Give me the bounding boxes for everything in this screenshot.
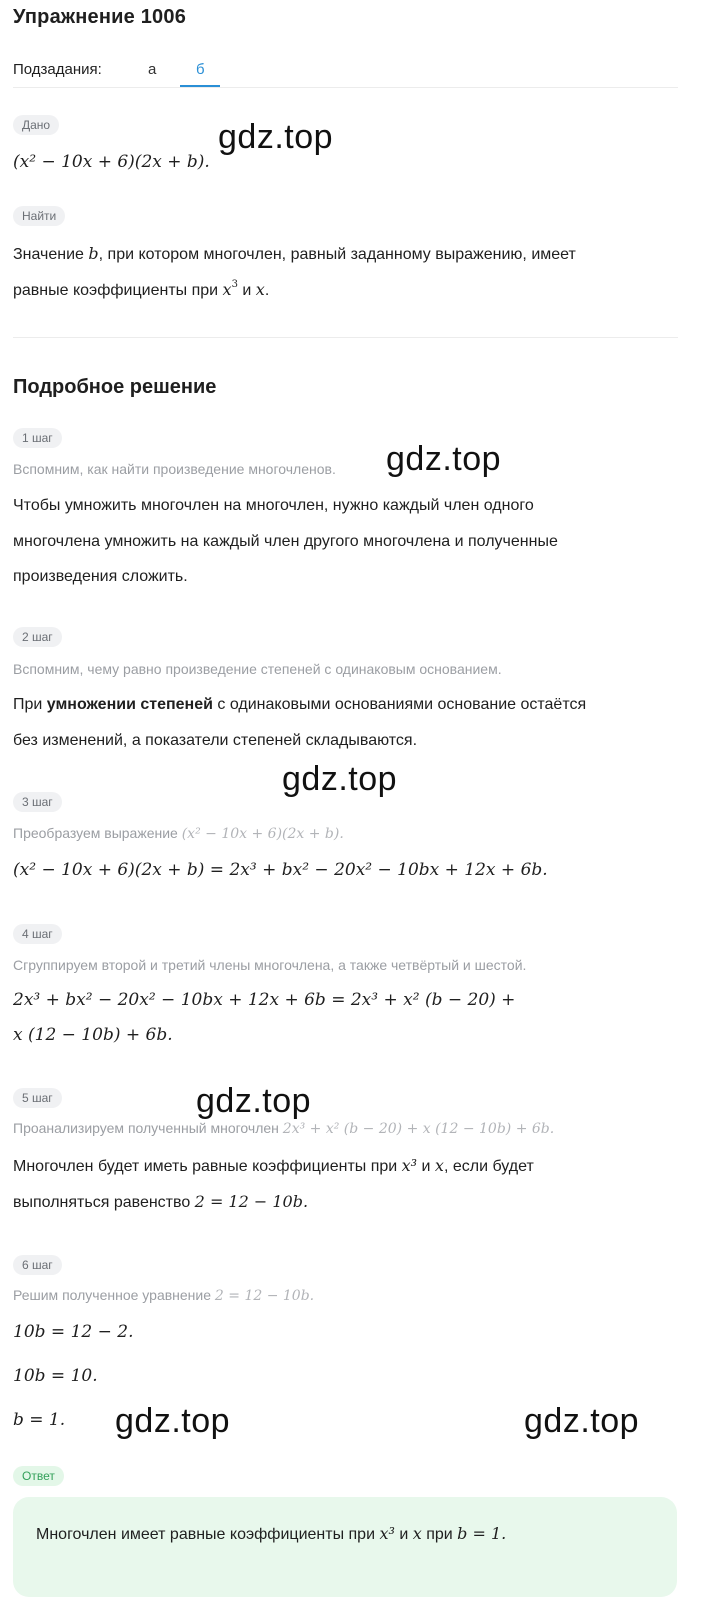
step-1-text-2: многочлена умножить на каждый член другого многочлена и полученные	[13, 533, 558, 550]
tab-b[interactable]: б	[196, 61, 205, 78]
find-chip: Найти	[13, 206, 65, 226]
section-divider	[13, 337, 678, 338]
answer-var-x: x	[412, 1524, 422, 1543]
find-chip-wrap	[13, 206, 65, 226]
find-line-2	[13, 272, 269, 309]
answer-box	[13, 1497, 677, 1597]
step-3-hint: Преобразуем выражение (x² − 10x + 6)(2x + b).	[13, 825, 344, 842]
subtasks-label: Подзадания:	[13, 61, 102, 78]
watermark: gdz.top	[115, 1402, 231, 1440]
step-1-text-1: Чтобы умножить многочлен на многочлен, нужно каждый член одного	[13, 497, 534, 514]
step-4-chip: 4 шаг	[13, 924, 62, 944]
find-text: .	[264, 282, 270, 299]
tabs-divider	[13, 87, 678, 88]
step-4-formula-1: 2x³ + bx² − 20x² − 10bx + 12x + 6b = 2x³ + x² (b − 20) +	[13, 990, 516, 1010]
step-6-chip-wrap	[13, 1255, 62, 1275]
step-4-hint: Сгруппируем второй и третий члены многочлена, а также четвёртый и шестой.	[13, 957, 527, 973]
step-5-var-x: x	[434, 1156, 444, 1175]
step-5-var-x3: x³	[401, 1156, 418, 1175]
given-chip-wrap	[13, 115, 59, 135]
answer-chip: Ответ	[13, 1466, 64, 1486]
step-5-hint: Проанализируем полученный многочлен 2x³ + x² (b − 20) + x (12 − 10b) + 6b.	[13, 1120, 555, 1137]
find-text: равные коэффициенты при	[13, 282, 223, 299]
step-1-hint: Вспомним, как найти произведение многочленов.	[13, 461, 336, 477]
step-6-eq-2: 10b = 10.	[13, 1366, 98, 1386]
watermark: gdz.top	[386, 440, 502, 478]
find-text: и	[237, 282, 256, 299]
answer-var-x3: x³	[379, 1524, 395, 1543]
given-chip: Дано	[13, 115, 59, 135]
step-2-hint: Вспомним, чему равно произведение степеней с одинаковым основанием.	[13, 661, 502, 677]
solution-title: Подробное решение	[13, 376, 217, 398]
step-1-chip: 1 шаг	[13, 428, 62, 448]
answer-text: Многочлен имеет равные коэффициенты при x³ и x при b = 1.	[36, 1524, 507, 1543]
given-formula: (x² − 10x + 6)(2x + b).	[13, 152, 210, 172]
find-text: , при котором многочлен, равный заданному выражению, имеет	[98, 246, 576, 263]
step-3-hint-formula: (x² − 10x + 6)(2x + b).	[181, 826, 344, 842]
answer-chip-wrap	[13, 1466, 64, 1486]
find-line-1	[13, 236, 576, 273]
step-5-equation: 2 = 12 − 10b.	[194, 1192, 309, 1211]
find-var-x: x	[255, 280, 265, 299]
step-3-chip: 3 шаг	[13, 792, 62, 812]
step-5-chip: 5 шаг	[13, 1088, 62, 1108]
step-6-hint-formula: 2 = 12 − 10b.	[214, 1288, 315, 1304]
step-6-eq-3: b = 1.	[13, 1410, 66, 1430]
watermark: gdz.top	[196, 1082, 312, 1120]
bold-term: умножении степеней	[46, 696, 213, 713]
find-text: Значение	[13, 246, 89, 263]
step-4-chip-wrap	[13, 924, 62, 944]
step-5-text-2: выполняться равенство 2 = 12 − 10b.	[13, 1192, 309, 1211]
step-4-formula-2: x (12 − 10b) + 6b.	[13, 1025, 173, 1045]
step-1-chip-wrap	[13, 428, 62, 448]
step-2-text-2: без изменений, а показатели степеней складываются.	[13, 732, 418, 749]
step-5-text-1: Многочлен будет иметь равные коэффициенты при x³ и x, если будет	[13, 1156, 534, 1175]
step-2-chip-wrap	[13, 627, 62, 647]
step-6-eq-1: 10b = 12 − 2.	[13, 1322, 134, 1342]
page-title: Упражнение 1006	[13, 6, 187, 28]
step-6-chip: 6 шаг	[13, 1255, 62, 1275]
watermark: gdz.top	[282, 760, 398, 798]
answer-formula: b = 1.	[457, 1524, 507, 1543]
step-1-text-3: произведения сложить.	[13, 568, 188, 585]
find-var-x3: $x^3$	[222, 278, 238, 299]
step-2-chip: 2 шаг	[13, 627, 62, 647]
watermark: gdz.top	[524, 1402, 640, 1440]
step-5-hint-formula: 2x³ + x² (b − 20) + x (12 − 10b) + 6b.	[282, 1121, 555, 1137]
step-5-chip-wrap	[13, 1088, 62, 1108]
step-3-formula: (x² − 10x + 6)(2x + b) = 2x³ + bx² − 20x² − 10bx + 12x + 6b.	[13, 860, 548, 880]
step-2-text-1: При умножении степеней с одинаковыми основаниями основание остаётся	[13, 696, 587, 713]
tab-a[interactable]: а	[148, 61, 157, 78]
find-var-b: b	[88, 244, 99, 263]
step-3-chip-wrap	[13, 792, 62, 812]
step-6-hint: Решим полученное уравнение 2 = 12 − 10b.	[13, 1287, 315, 1304]
watermark: gdz.top	[218, 118, 334, 156]
